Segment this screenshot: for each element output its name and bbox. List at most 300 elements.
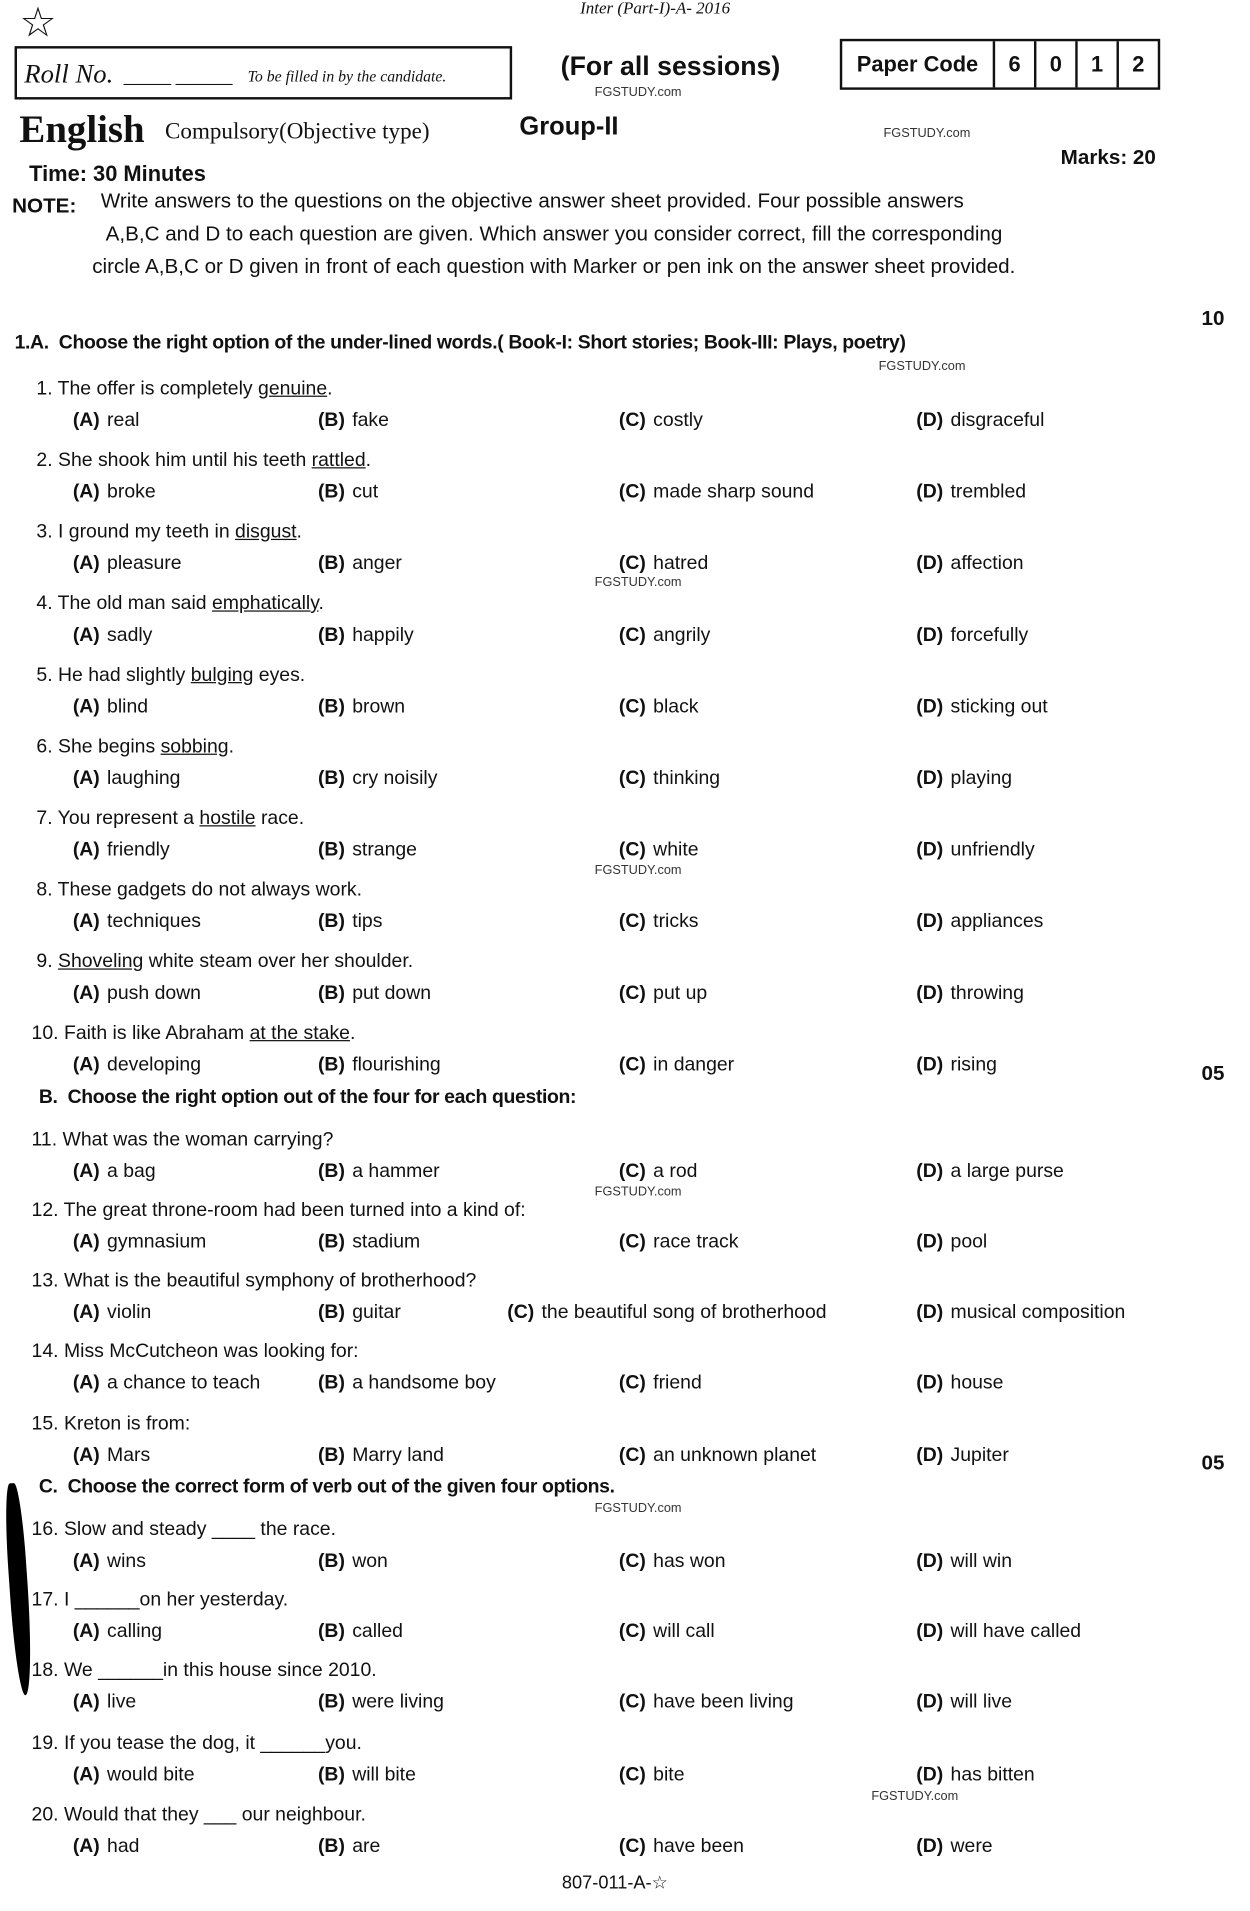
answer-option bbox=[916, 410, 1044, 432]
option-letter: (B) bbox=[317, 625, 345, 646]
question-number: 6. bbox=[36, 736, 53, 758]
answer-option bbox=[619, 1765, 685, 1787]
section-heading bbox=[39, 1477, 615, 1499]
option-text: friendly bbox=[107, 839, 170, 861]
option-letter: (B) bbox=[317, 911, 345, 933]
option-text: tips bbox=[352, 911, 383, 933]
question-stem: If you tease the dog, it ______you. bbox=[63, 1733, 362, 1754]
question-stem: Kreton is from: bbox=[63, 1413, 191, 1435]
answer-option bbox=[916, 1692, 1012, 1714]
question-text bbox=[36, 379, 332, 401]
option-letter: (C) bbox=[618, 1550, 646, 1572]
underlined-word: Shoveling bbox=[58, 951, 144, 973]
question-text bbox=[32, 1805, 366, 1827]
answer-option bbox=[507, 1302, 826, 1324]
option-letter: (A) bbox=[72, 410, 100, 431]
option-text: an unknown planet bbox=[653, 1445, 817, 1467]
answer-option bbox=[619, 1551, 726, 1573]
option-letter: (C) bbox=[618, 1445, 646, 1467]
option-text: guitar bbox=[352, 1302, 401, 1323]
option-letter: (D) bbox=[916, 625, 944, 646]
question-number: 3. bbox=[36, 521, 53, 543]
option-letter: (C) bbox=[618, 839, 646, 861]
answer-option bbox=[619, 410, 703, 432]
paper-code-digit: 2 bbox=[1117, 41, 1158, 87]
question-number: 7. bbox=[36, 808, 53, 829]
question-text bbox=[32, 1519, 336, 1541]
option-text: throwing bbox=[950, 983, 1024, 1004]
option-text: pool bbox=[950, 1231, 988, 1253]
option-text: called bbox=[352, 1621, 403, 1643]
option-letter: (B) bbox=[317, 1445, 345, 1467]
option-letter: (D) bbox=[916, 1302, 944, 1323]
option-text: are bbox=[352, 1836, 381, 1857]
option-text: real bbox=[107, 410, 140, 431]
question-text bbox=[32, 1023, 356, 1045]
underlined-word: emphatically bbox=[212, 593, 319, 615]
option-letter: (B) bbox=[317, 839, 345, 861]
paper-code-digit: 1 bbox=[1075, 41, 1116, 87]
answer-option bbox=[619, 482, 814, 504]
answer-option bbox=[619, 1055, 734, 1077]
option-letter: (B) bbox=[317, 1231, 345, 1253]
question-text bbox=[32, 1271, 477, 1293]
watermark-text: FGSTUDY.com bbox=[871, 1788, 959, 1804]
option-text: has won bbox=[653, 1550, 726, 1572]
option-letter: (A) bbox=[72, 1372, 100, 1394]
option-text: musical composition bbox=[950, 1302, 1126, 1323]
answer-option bbox=[619, 697, 699, 719]
option-text: bite bbox=[653, 1764, 685, 1786]
question-number: 12. bbox=[31, 1200, 59, 1221]
star-icon: ☆ bbox=[19, 0, 57, 47]
option-letter: (D) bbox=[916, 1372, 944, 1394]
option-letter: (C) bbox=[618, 983, 646, 1004]
option-letter: (D) bbox=[916, 1550, 944, 1572]
answer-option bbox=[916, 1161, 1064, 1183]
option-letter: (C) bbox=[618, 481, 646, 503]
answer-option bbox=[73, 840, 170, 862]
option-text: rising bbox=[950, 1054, 997, 1076]
question-stem-end: . bbox=[365, 450, 372, 471]
option-text: the beautiful song of brotherhood bbox=[541, 1302, 827, 1323]
option-text: will bite bbox=[352, 1764, 416, 1786]
option-letter: (D) bbox=[916, 1445, 944, 1467]
question-text bbox=[32, 1590, 289, 1612]
option-letter: (D) bbox=[916, 1836, 944, 1857]
option-text: have been bbox=[653, 1836, 744, 1857]
answer-option bbox=[916, 553, 1023, 575]
option-text: in danger bbox=[653, 1054, 735, 1076]
question-stem-end: white steam over her shoulder. bbox=[143, 951, 414, 973]
option-letter: (B) bbox=[317, 481, 345, 503]
answer-option bbox=[619, 625, 710, 647]
answer-option bbox=[916, 911, 1043, 933]
question-stem-end: . bbox=[327, 378, 333, 400]
subject-subtitle: Compulsory(Objective type) bbox=[165, 118, 430, 145]
option-letter: (B) bbox=[317, 410, 345, 431]
option-letter: (C) bbox=[618, 410, 646, 431]
question-text bbox=[36, 951, 413, 973]
option-text: strange bbox=[352, 839, 417, 861]
option-letter: (C) bbox=[618, 553, 646, 575]
question-number: 19. bbox=[31, 1733, 59, 1754]
question-stem: I ______on her yesterday. bbox=[63, 1589, 289, 1611]
underlined-word: sobbing bbox=[160, 736, 229, 758]
answer-option bbox=[619, 1836, 744, 1858]
option-text: a rod bbox=[653, 1161, 698, 1183]
section-heading bbox=[15, 333, 906, 355]
option-text: cut bbox=[352, 481, 379, 503]
question-stem: The old man said bbox=[57, 593, 213, 615]
option-letter: (D) bbox=[916, 983, 944, 1004]
roll-number-box bbox=[15, 46, 513, 99]
option-letter: (B) bbox=[317, 768, 345, 789]
option-letter: (D) bbox=[916, 1054, 944, 1076]
option-text: will live bbox=[950, 1691, 1013, 1713]
answer-option bbox=[73, 482, 156, 504]
question-stem-end: race. bbox=[255, 808, 305, 829]
answer-option bbox=[73, 1551, 146, 1573]
question-text bbox=[36, 522, 302, 544]
question-stem-end: . bbox=[349, 1023, 356, 1044]
option-letter: (A) bbox=[72, 696, 100, 718]
answer-option bbox=[318, 1836, 380, 1858]
answer-option bbox=[916, 1836, 992, 1858]
exam-title: Inter (Part-I)-A- 2016 bbox=[580, 0, 731, 19]
option-letter: (C) bbox=[618, 1691, 646, 1713]
option-letter: (C) bbox=[507, 1302, 535, 1323]
option-letter: (B) bbox=[317, 1621, 345, 1643]
answer-option bbox=[619, 1445, 816, 1467]
marks-label: Marks: 20 bbox=[1060, 145, 1156, 169]
option-letter: (A) bbox=[72, 768, 100, 789]
option-text: techniques bbox=[107, 911, 201, 933]
option-text: will call bbox=[653, 1621, 715, 1643]
option-text: live bbox=[107, 1691, 137, 1713]
answer-option bbox=[916, 983, 1024, 1005]
question-number: 18. bbox=[31, 1660, 59, 1681]
ink-smudge bbox=[2, 1483, 35, 1696]
option-text: laughing bbox=[107, 768, 181, 789]
underlined-word: rattled bbox=[311, 450, 366, 471]
answer-option bbox=[318, 697, 405, 719]
answer-option bbox=[73, 625, 153, 647]
option-text: a chance to teach bbox=[107, 1372, 261, 1394]
option-text: fake bbox=[352, 410, 389, 431]
question-stem: We ______in this house since 2010. bbox=[63, 1660, 377, 1681]
question-number: 8. bbox=[36, 879, 53, 901]
option-letter: (B) bbox=[317, 1161, 345, 1183]
question-stem: He had slightly bbox=[58, 665, 191, 686]
option-letter: (D) bbox=[916, 1161, 944, 1183]
answer-option bbox=[916, 1302, 1125, 1324]
option-text: were bbox=[950, 1836, 993, 1857]
answer-option bbox=[318, 1373, 496, 1395]
question-stem: You represent a bbox=[57, 808, 200, 829]
option-text: angrily bbox=[653, 625, 711, 646]
option-text: white bbox=[653, 839, 699, 861]
answer-option bbox=[318, 911, 382, 933]
answer-option bbox=[318, 983, 431, 1005]
section-marks: 05 bbox=[1201, 1061, 1225, 1085]
option-text: thinking bbox=[653, 768, 721, 789]
answer-option bbox=[916, 1445, 1009, 1467]
watermark-text: FGSTUDY.com bbox=[883, 126, 971, 141]
underlined-word: disgust bbox=[235, 521, 297, 543]
option-letter: (D) bbox=[916, 410, 944, 431]
question-text bbox=[32, 1130, 334, 1152]
question-number: 2. bbox=[36, 450, 53, 471]
answer-option bbox=[916, 1765, 1034, 1787]
answer-option bbox=[73, 1836, 140, 1858]
question-number: 5. bbox=[36, 665, 53, 686]
question-text bbox=[32, 1733, 362, 1755]
option-letter: (B) bbox=[317, 553, 345, 575]
option-text: have been living bbox=[653, 1691, 794, 1713]
answer-option bbox=[73, 1161, 156, 1183]
option-text: a handsome boy bbox=[352, 1372, 496, 1394]
note-line: circle A,B,C or D given in front of each question with Marker or pen ink on the answer sheet provided. bbox=[92, 254, 1016, 278]
option-text: made sharp sound bbox=[653, 481, 815, 503]
option-text: anger bbox=[352, 553, 402, 575]
answer-option bbox=[916, 768, 1012, 790]
answer-option bbox=[73, 1055, 201, 1077]
watermark-text: FGSTUDY.com bbox=[594, 1184, 682, 1200]
watermark-text: FGSTUDY.com bbox=[878, 359, 966, 374]
question-number: 15. bbox=[31, 1413, 59, 1435]
option-text: put up bbox=[653, 983, 708, 1004]
option-letter: (A) bbox=[72, 839, 100, 861]
answer-option bbox=[619, 1232, 739, 1254]
answer-option bbox=[318, 625, 414, 647]
option-letter: (D) bbox=[916, 696, 944, 718]
question-text bbox=[32, 1341, 359, 1363]
answer-option bbox=[318, 1445, 444, 1467]
option-letter: (A) bbox=[72, 1302, 100, 1323]
option-text: trembled bbox=[950, 481, 1027, 503]
answer-option bbox=[916, 482, 1026, 504]
question-stem: Miss McCutcheon was looking for: bbox=[63, 1341, 359, 1362]
question-number: 17. bbox=[31, 1589, 59, 1611]
option-letter: (B) bbox=[317, 1691, 345, 1713]
answer-option bbox=[916, 625, 1028, 647]
option-letter: (D) bbox=[916, 1621, 944, 1643]
option-text: won bbox=[352, 1550, 388, 1572]
section-label: C. bbox=[38, 1476, 58, 1498]
question-number: 16. bbox=[31, 1519, 59, 1541]
question-number: 13. bbox=[31, 1270, 59, 1292]
answer-option bbox=[318, 1302, 401, 1324]
question-stem-end: eyes. bbox=[253, 665, 306, 686]
answer-option bbox=[916, 697, 1047, 719]
option-letter: (C) bbox=[618, 1764, 646, 1786]
group-label: Group-II bbox=[519, 112, 619, 141]
answer-option bbox=[619, 983, 707, 1005]
answer-option bbox=[318, 1161, 440, 1183]
option-text: had bbox=[107, 1836, 140, 1857]
question-stem: Would that they ___ our neighbour. bbox=[63, 1804, 366, 1826]
answer-option bbox=[916, 1232, 987, 1254]
section-label: 1.A. bbox=[14, 332, 49, 354]
section-heading bbox=[39, 1087, 576, 1109]
option-letter: (C) bbox=[618, 768, 646, 789]
option-text: developing bbox=[107, 1054, 202, 1076]
answer-option bbox=[73, 1445, 150, 1467]
option-letter: (D) bbox=[916, 1231, 944, 1253]
answer-option bbox=[318, 482, 378, 504]
answer-option bbox=[318, 768, 437, 790]
question-number: 14. bbox=[31, 1341, 59, 1362]
section-marks: 05 bbox=[1201, 1451, 1225, 1475]
section-title: Choose the right option out of the four for each question: bbox=[67, 1087, 577, 1109]
roll-blank: _____ ______ bbox=[123, 65, 233, 85]
answer-option bbox=[73, 1302, 152, 1324]
answer-option bbox=[619, 768, 720, 790]
option-letter: (A) bbox=[72, 553, 100, 575]
option-text: would bite bbox=[107, 1764, 195, 1786]
note-label: NOTE: bbox=[12, 194, 77, 218]
underlined-word: hostile bbox=[199, 808, 256, 829]
question-text bbox=[32, 1414, 191, 1436]
option-text: black bbox=[653, 696, 699, 718]
answer-option bbox=[73, 983, 201, 1005]
option-text: stadium bbox=[352, 1231, 421, 1253]
answer-option bbox=[73, 911, 201, 933]
option-letter: (A) bbox=[72, 1621, 100, 1643]
question-stem: These gadgets do not always work. bbox=[57, 879, 363, 901]
question-stem: I ground my teeth in bbox=[58, 521, 236, 543]
question-number: 1. bbox=[36, 378, 53, 400]
question-text bbox=[36, 593, 323, 615]
paper-code-digit: 0 bbox=[1034, 41, 1075, 87]
option-text: affection bbox=[950, 553, 1024, 575]
option-letter: (B) bbox=[317, 1302, 345, 1323]
question-text bbox=[32, 1660, 377, 1682]
option-text: put down bbox=[352, 983, 432, 1004]
option-text: has bitten bbox=[950, 1764, 1035, 1786]
question-text bbox=[36, 450, 371, 472]
question-stem-end: . bbox=[296, 521, 302, 543]
option-letter: (D) bbox=[916, 911, 944, 933]
option-letter: (C) bbox=[618, 1836, 646, 1857]
answer-option bbox=[73, 553, 182, 575]
option-text: will have called bbox=[950, 1621, 1082, 1643]
answer-option bbox=[619, 840, 699, 862]
option-text: flourishing bbox=[352, 1054, 441, 1076]
option-text: gymnasium bbox=[107, 1231, 207, 1253]
option-text: Marry land bbox=[352, 1445, 444, 1467]
subject-title: English bbox=[19, 106, 145, 151]
answer-option bbox=[318, 1765, 416, 1787]
option-text: friend bbox=[653, 1372, 702, 1394]
paper-code-digit: 6 bbox=[993, 41, 1034, 87]
option-text: sticking out bbox=[950, 696, 1048, 718]
answer-option bbox=[916, 1373, 1003, 1395]
option-letter: (A) bbox=[72, 1691, 100, 1713]
option-text: were living bbox=[352, 1691, 444, 1713]
option-text: blind bbox=[107, 696, 149, 718]
option-text: race track bbox=[653, 1231, 739, 1253]
option-letter: (C) bbox=[618, 1161, 646, 1183]
question-stem: What is the beautiful symphony of brotherhood? bbox=[63, 1270, 477, 1292]
option-letter: (B) bbox=[317, 1550, 345, 1572]
option-letter: (B) bbox=[317, 1054, 345, 1076]
answer-option bbox=[318, 1692, 444, 1714]
answer-option bbox=[619, 1161, 698, 1183]
option-letter: (C) bbox=[618, 625, 646, 646]
watermark-text: FGSTUDY.com bbox=[594, 575, 682, 590]
note-line: A,B,C and D to each question are given. Which answer you consider correct, fill the corresponding bbox=[105, 222, 1003, 246]
option-text: playing bbox=[950, 768, 1013, 789]
answer-option bbox=[318, 553, 402, 575]
option-text: unfriendly bbox=[950, 839, 1035, 861]
option-letter: (D) bbox=[916, 481, 944, 503]
underlined-word: at the stake bbox=[249, 1023, 350, 1044]
answer-option bbox=[73, 410, 140, 432]
option-letter: (C) bbox=[618, 1231, 646, 1253]
option-letter: (D) bbox=[916, 768, 944, 789]
option-letter: (A) bbox=[72, 911, 100, 933]
option-text: broke bbox=[107, 481, 156, 503]
answer-option bbox=[916, 1551, 1012, 1573]
question-text bbox=[36, 737, 234, 759]
option-letter: (A) bbox=[72, 1445, 100, 1467]
option-letter: (A) bbox=[72, 481, 100, 503]
answer-option bbox=[73, 768, 181, 790]
answer-option bbox=[318, 1232, 420, 1254]
question-number: 11. bbox=[31, 1129, 58, 1151]
answer-option bbox=[318, 410, 389, 432]
answer-option bbox=[916, 1621, 1081, 1643]
option-letter: (A) bbox=[72, 1550, 100, 1572]
option-text: a hammer bbox=[352, 1161, 440, 1183]
option-text: a bag bbox=[107, 1161, 156, 1183]
question-text bbox=[36, 665, 305, 687]
question-number: 10. bbox=[31, 1023, 59, 1044]
option-letter: (B) bbox=[317, 983, 345, 1004]
answer-option bbox=[73, 1621, 162, 1643]
answer-option bbox=[73, 1232, 207, 1254]
answer-option bbox=[619, 911, 699, 933]
option-text: house bbox=[950, 1372, 1004, 1394]
answer-option bbox=[619, 1621, 715, 1643]
underlined-word: genuine bbox=[258, 378, 328, 400]
option-text: tricks bbox=[653, 911, 699, 933]
option-letter: (A) bbox=[72, 1231, 100, 1253]
time-label: Time: 30 Minutes bbox=[29, 161, 206, 186]
answer-option bbox=[916, 1055, 997, 1077]
option-text: happily bbox=[352, 625, 414, 646]
watermark-text: FGSTUDY.com bbox=[594, 84, 682, 100]
question-stem: She shook him until his teeth bbox=[58, 450, 312, 471]
answer-option bbox=[318, 1055, 441, 1077]
question-stem: Faith is like Abraham bbox=[63, 1023, 250, 1044]
option-letter: (B) bbox=[317, 696, 345, 718]
option-letter: (C) bbox=[618, 1054, 646, 1076]
answer-option bbox=[619, 1373, 702, 1395]
section-label: B. bbox=[38, 1087, 58, 1109]
question-text bbox=[36, 880, 362, 902]
note-line: Write answers to the questions on the objective answer sheet provided. Four possible answers bbox=[100, 189, 964, 213]
option-letter: (A) bbox=[72, 1836, 100, 1857]
paper-code-box bbox=[840, 39, 1160, 90]
option-text: a large purse bbox=[950, 1161, 1064, 1183]
option-letter: (B) bbox=[317, 1764, 345, 1786]
section-title: Choose the right option of the under-lined words.( Book-I: Short stories; Book-III: Plays, poetry) bbox=[58, 332, 906, 354]
option-text: wins bbox=[107, 1550, 146, 1572]
answer-option bbox=[916, 840, 1034, 862]
